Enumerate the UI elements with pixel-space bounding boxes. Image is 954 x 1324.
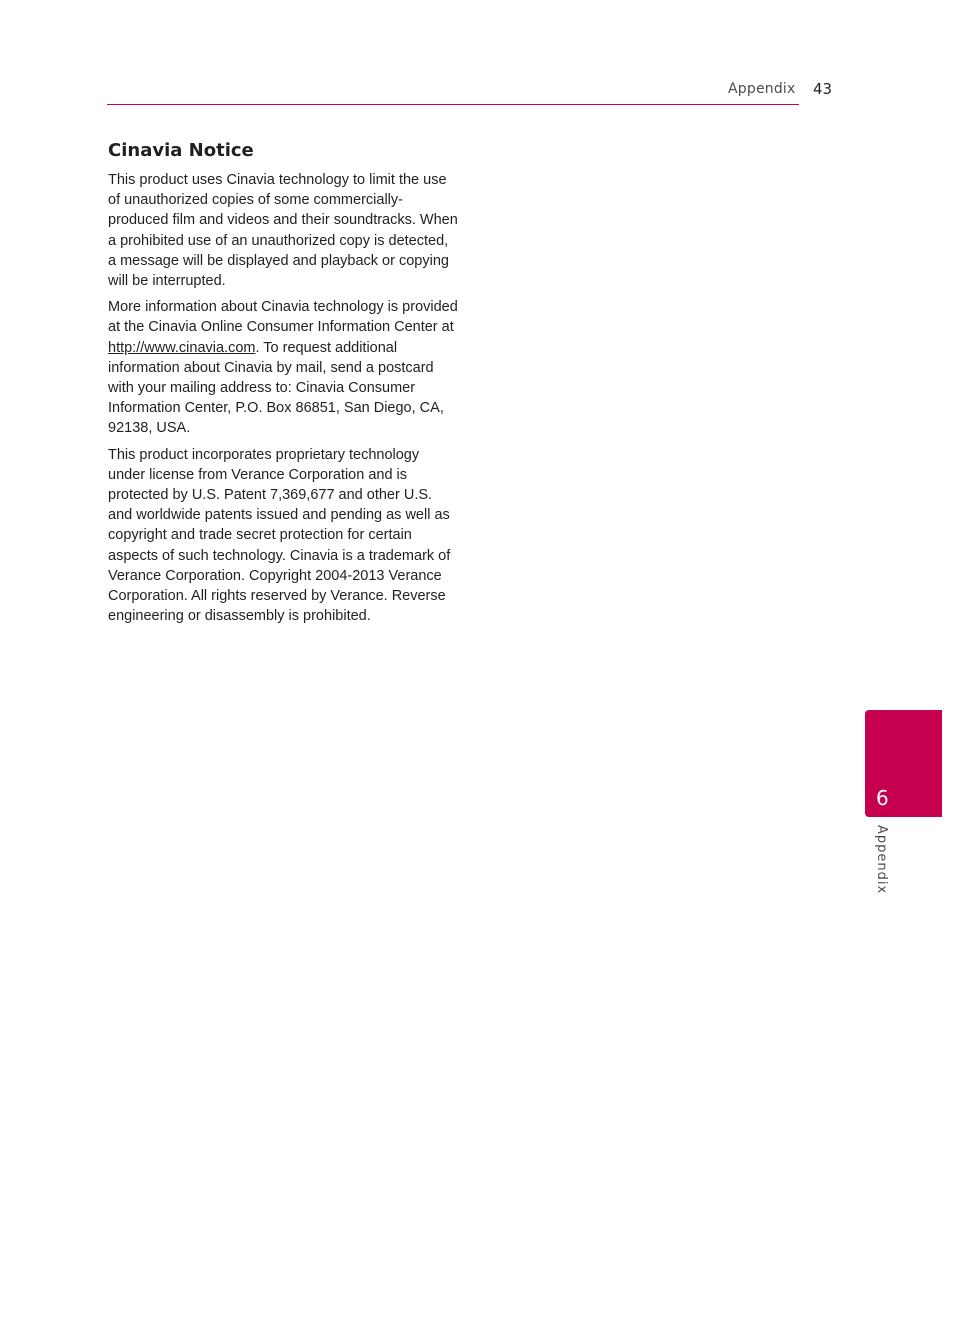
header-divider [107,104,799,105]
cinavia-notice-section [108,139,458,632]
paragraph-text: More information about Cinavia technology is provided at the Cinavia Online Consumer Information Center at [108,299,458,336]
cinavia-website-link[interactable]: http://www.cinavia.com [108,339,256,356]
paragraph-cinavia-usage: This product uses Cinavia technology to limit the use of unauthorized copies of some commercially-produced film and videos and their soundtracks. When a prohibited use of an unauthorized copy is detected, a message will be displayed and playback or copying will be interrupted. [108,172,458,290]
section-title: Cinavia Notice [108,140,254,161]
header-section-label: Appendix [728,81,796,97]
paragraph-verance-license: This product incorporates proprietary technology under license from Verance Corporation and is protected by U.S. Patent 7,369,677 and other U.S. and worldwide patents issued and pending as well as copyright and trade secret protection for certain aspects of such technology. Cinavia is a trademark of Verance Corporation. Copyright 2004-2013 Verance Corporation. All rights reserved by Verance. Reverse engineering or disassembly is prohibited. [108,446,451,625]
chapter-number: 6 [876,786,889,810]
paragraph-text: . To request additional information about Cinavia by mail, send a postcard with your mailing address to: Cinavia Consumer Information Center, P.O. Box 86851, San Diego, CA, 92138, USA. [108,339,444,437]
chapter-label: Appendix [874,825,889,895]
paragraph-cinavia-info [108,297,458,438]
page-number: 43 [813,80,833,98]
